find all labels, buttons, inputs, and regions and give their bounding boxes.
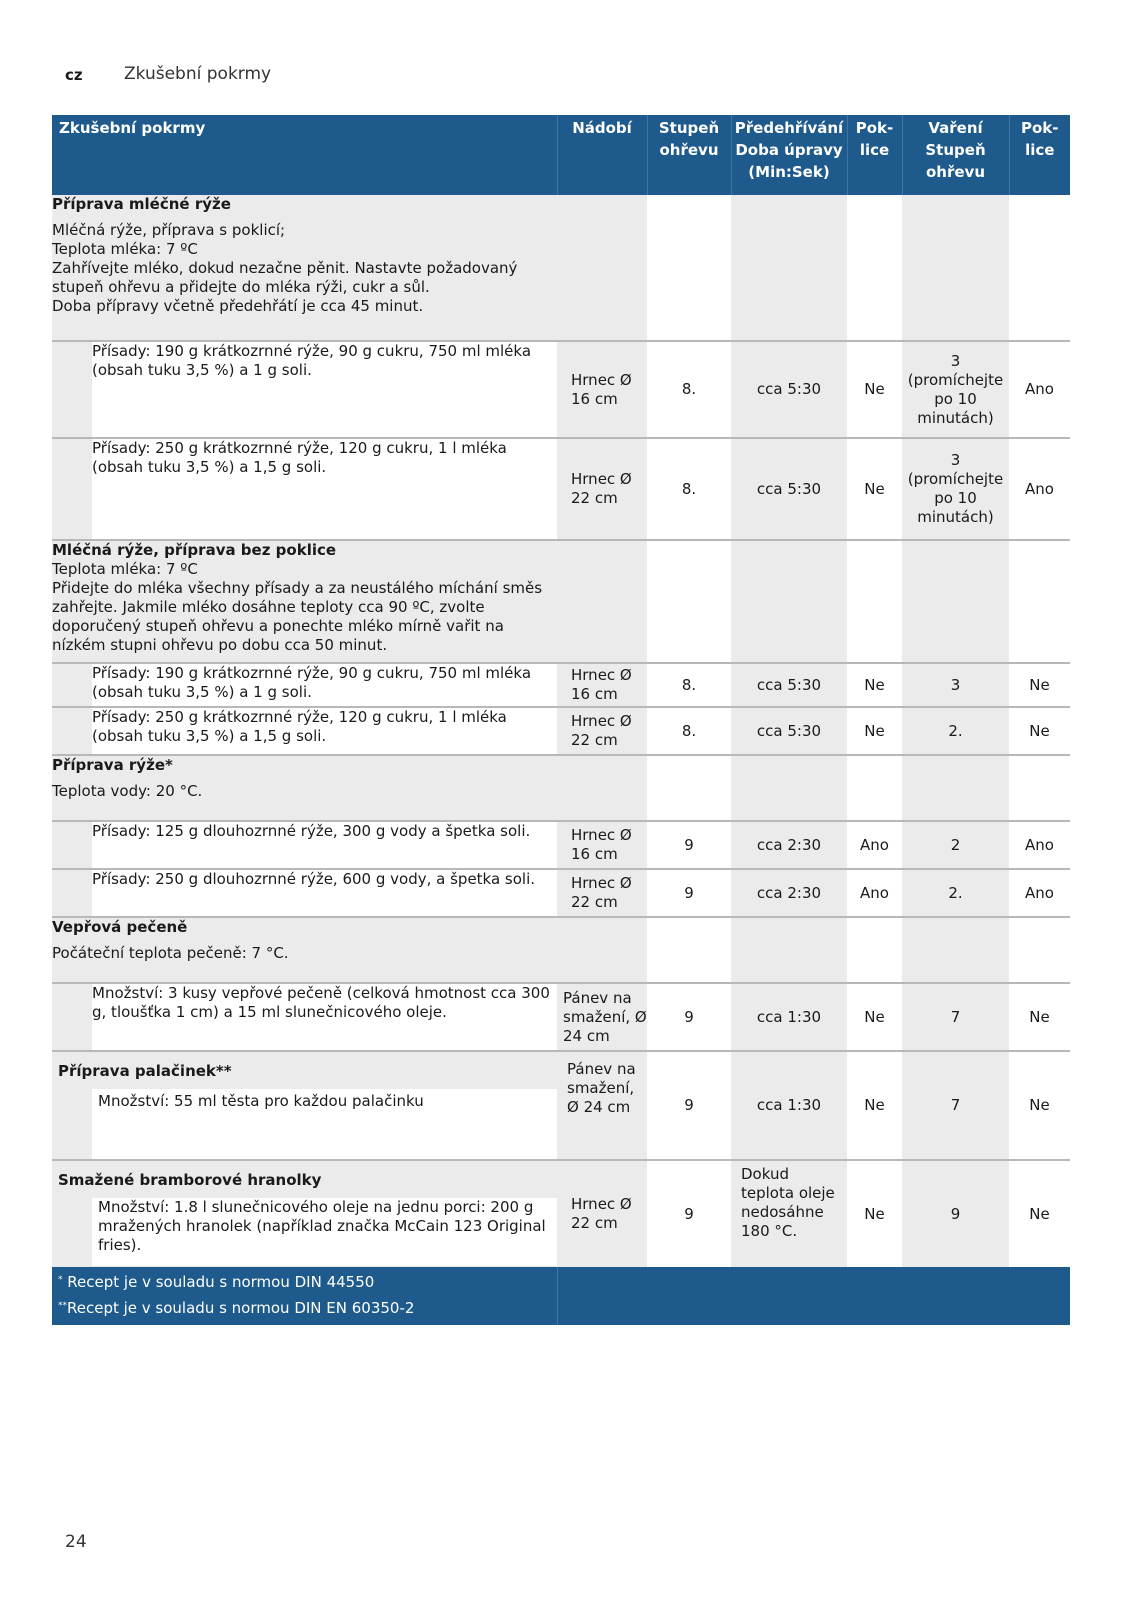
table-row: [52, 438, 1070, 540]
lid-preheat: Ne: [847, 1160, 902, 1267]
preheat-time: cca 1:30: [731, 983, 847, 1051]
table-row: [52, 663, 1070, 707]
section-description: Vepřová pečeně Počáteční teplota pečeně: 7 °C.: [52, 917, 557, 983]
cooking-level: 2: [902, 821, 1009, 869]
heat-level: 9: [647, 1051, 731, 1160]
footnotes-row: [52, 1267, 1070, 1325]
lid-cooking: Ne: [1009, 1160, 1070, 1267]
cookware: Hrnec Ø 22 cm: [557, 1160, 647, 1267]
table-header-row: [52, 115, 1070, 195]
section-description: Smažené bramborové hranolky Množství: 1.8 l slunečnicového oleje na jednu porci: 200 g mražených hranolek (například značka McCain 123 Original fries).: [52, 1160, 557, 1267]
heat-level: 8.: [647, 341, 731, 438]
heat-level: 9: [647, 869, 731, 917]
lid-cooking: Ne: [1009, 983, 1070, 1051]
page-section-title: Zkušební pokrmy: [124, 64, 272, 84]
preheat-time: cca 2:30: [731, 821, 847, 869]
cookware: Hrnec Ø 16 cm: [557, 821, 647, 869]
ingredients: Přísady: 125 g dlouhozrnné rýže, 300 g vody a špetka soli.: [92, 821, 557, 869]
language-code: cz: [65, 66, 83, 84]
footnote-2: **Recept je v souladu s normou DIN EN 60350-2: [58, 1299, 415, 1317]
lid-cooking: Ne: [1009, 1051, 1070, 1160]
ingredients: Množství: 55 ml těsta pro každou palačinku: [92, 1089, 557, 1159]
heat-level: 9: [647, 1160, 731, 1267]
cookware: Hrnec Ø 16 cm: [557, 341, 647, 438]
col-header-cooking: Vaření Stupeň ohřevu: [902, 115, 1009, 195]
table-row: [52, 707, 1070, 755]
ingredients: Přísady: 250 g dlouhozrnné rýže, 600 g vody, a špetka soli.: [92, 869, 557, 917]
col-header-lid-2: Pok-lice: [1009, 115, 1070, 195]
ingredients: Přísady: 190 g krátkozrnné rýže, 90 g cukru, 750 ml mléka (obsah tuku 3,5 %) a 1 g soli.: [92, 341, 557, 438]
section-row: [52, 195, 1070, 341]
preheat-time: cca 5:30: [731, 663, 847, 707]
col-header-cookware: Nádobí: [557, 115, 647, 195]
section-row: [52, 1051, 1070, 1160]
section-row: [52, 755, 1070, 821]
lid-preheat: Ne: [847, 438, 902, 540]
section-description: Příprava palačinek** Množství: 55 ml těsta pro každou palačinku: [52, 1051, 557, 1160]
section-row: [52, 917, 1070, 983]
preheat-time: cca 2:30: [731, 869, 847, 917]
lid-cooking: Ano: [1009, 341, 1070, 438]
lid-cooking: Ne: [1009, 663, 1070, 707]
cooking-level: 3 (promíchejte po 10 minutách): [902, 438, 1009, 540]
lid-cooking: Ano: [1009, 869, 1070, 917]
page-number: 24: [65, 1532, 87, 1552]
preheat-time: cca 5:30: [731, 341, 847, 438]
footnote-1: * Recept je v souladu s normou DIN 44550: [58, 1273, 375, 1291]
preheat-time: cca 5:30: [731, 707, 847, 755]
col-header-preheat: Předehřívání Doba úpravy (Min:Sek): [731, 115, 847, 195]
footnotes: [52, 1267, 557, 1325]
section-description: Příprava rýže* Teplota vody: 20 °C.: [52, 755, 557, 821]
ingredients: Množství: 3 kusy vepřové pečeně (celková hmotnost cca 300 g, tloušťka 1 cm) a 15 ml slunečnicového oleje.: [92, 983, 557, 1051]
cooking-level: 7: [902, 983, 1009, 1051]
ingredients: Přísady: 250 g krátkozrnné rýže, 120 g cukru, 1 l mléka (obsah tuku 3,5 %) a 1,5 g soli.: [92, 707, 557, 755]
cookware: Hrnec Ø 22 cm: [557, 438, 647, 540]
lid-preheat: Ano: [847, 869, 902, 917]
lid-preheat: Ne: [847, 341, 902, 438]
cookware: Hrnec Ø 16 cm: [557, 663, 647, 707]
cooking-level: 3 (promíchejte po 10 minutách): [902, 341, 1009, 438]
table-row: [52, 341, 1070, 438]
cooking-level: 7: [902, 1051, 1009, 1160]
lid-preheat: Ano: [847, 821, 902, 869]
heat-level: 8.: [647, 707, 731, 755]
section-description: Příprava mléčné rýže Mléčná rýže, příprava s poklicí; Teplota mléka: 7 ºC Zahřívejte mléko, dokud nezačne pěnit. Nastavte požadovaný stupeň ohřevu a přidejte do mléka rýži, cukr a sůl. Doba přípravy včetně předehřátí je cca 45 minut.: [52, 195, 557, 341]
heat-level: 8.: [647, 663, 731, 707]
ingredients: Přísady: 190 g krátkozrnné rýže, 90 g cukru, 750 ml mléka (obsah tuku 3,5 %) a 1 g soli.: [92, 663, 557, 707]
table-row: [52, 983, 1070, 1051]
table-row: [52, 821, 1070, 869]
heat-level: 8.: [647, 438, 731, 540]
lid-cooking: Ne: [1009, 707, 1070, 755]
cooking-level: 2.: [902, 707, 1009, 755]
lid-cooking: Ano: [1009, 821, 1070, 869]
preheat-time: cca 5:30: [731, 438, 847, 540]
lid-preheat: Ne: [847, 1051, 902, 1160]
cookware: Hrnec Ø 22 cm: [557, 869, 647, 917]
cooking-level: 9: [902, 1160, 1009, 1267]
section-description: Mléčná rýže, příprava bez poklice Teplota mléka: 7 ºC Přidejte do mléka všechny přísady a za neustálého míchání směs zahřejte. Jakmile mléko dosáhne teploty cca 90 ºC, zvolte doporučený stupeň ohřevu a ponechte mléko mírně vařit na nízkém stupni ohřevu po dobu cca 50 minut.: [52, 540, 557, 663]
test-dishes-table: [52, 115, 1070, 1325]
lid-preheat: Ne: [847, 983, 902, 1051]
lid-preheat: Ne: [847, 663, 902, 707]
cooking-level: 3: [902, 663, 1009, 707]
section-row: [52, 1160, 1070, 1267]
section-row: [52, 540, 1070, 663]
lid-preheat: Ne: [847, 707, 902, 755]
preheat-time: cca 1:30: [731, 1051, 847, 1160]
cooking-level: 2.: [902, 869, 1009, 917]
col-header-dish: Zkušební pokrmy: [52, 115, 557, 195]
cookware: Pánev na smažení, Ø 24 cm: [557, 1051, 647, 1160]
col-header-heat-level: Stupeň ohřevu: [647, 115, 731, 195]
col-header-lid-1: Pok-lice: [847, 115, 902, 195]
table-row: [52, 869, 1070, 917]
cookware: Pánev na smažení, Ø 24 cm: [557, 983, 647, 1051]
ingredients: Množství: 1.8 l slunečnicového oleje na jednu porci: 200 g mražených hranolek (například značka McCain 123 Original fries).: [92, 1198, 557, 1266]
heat-level: 9: [647, 983, 731, 1051]
ingredients: Přísady: 250 g krátkozrnné rýže, 120 g cukru, 1 l mléka (obsah tuku 3,5 %) a 1,5 g soli.: [92, 438, 557, 540]
preheat-time: Dokud teplota oleje nedosáhne 180 °C.: [731, 1160, 847, 1267]
cookware: Hrnec Ø 22 cm: [557, 707, 647, 755]
heat-level: 9: [647, 821, 731, 869]
lid-cooking: Ano: [1009, 438, 1070, 540]
